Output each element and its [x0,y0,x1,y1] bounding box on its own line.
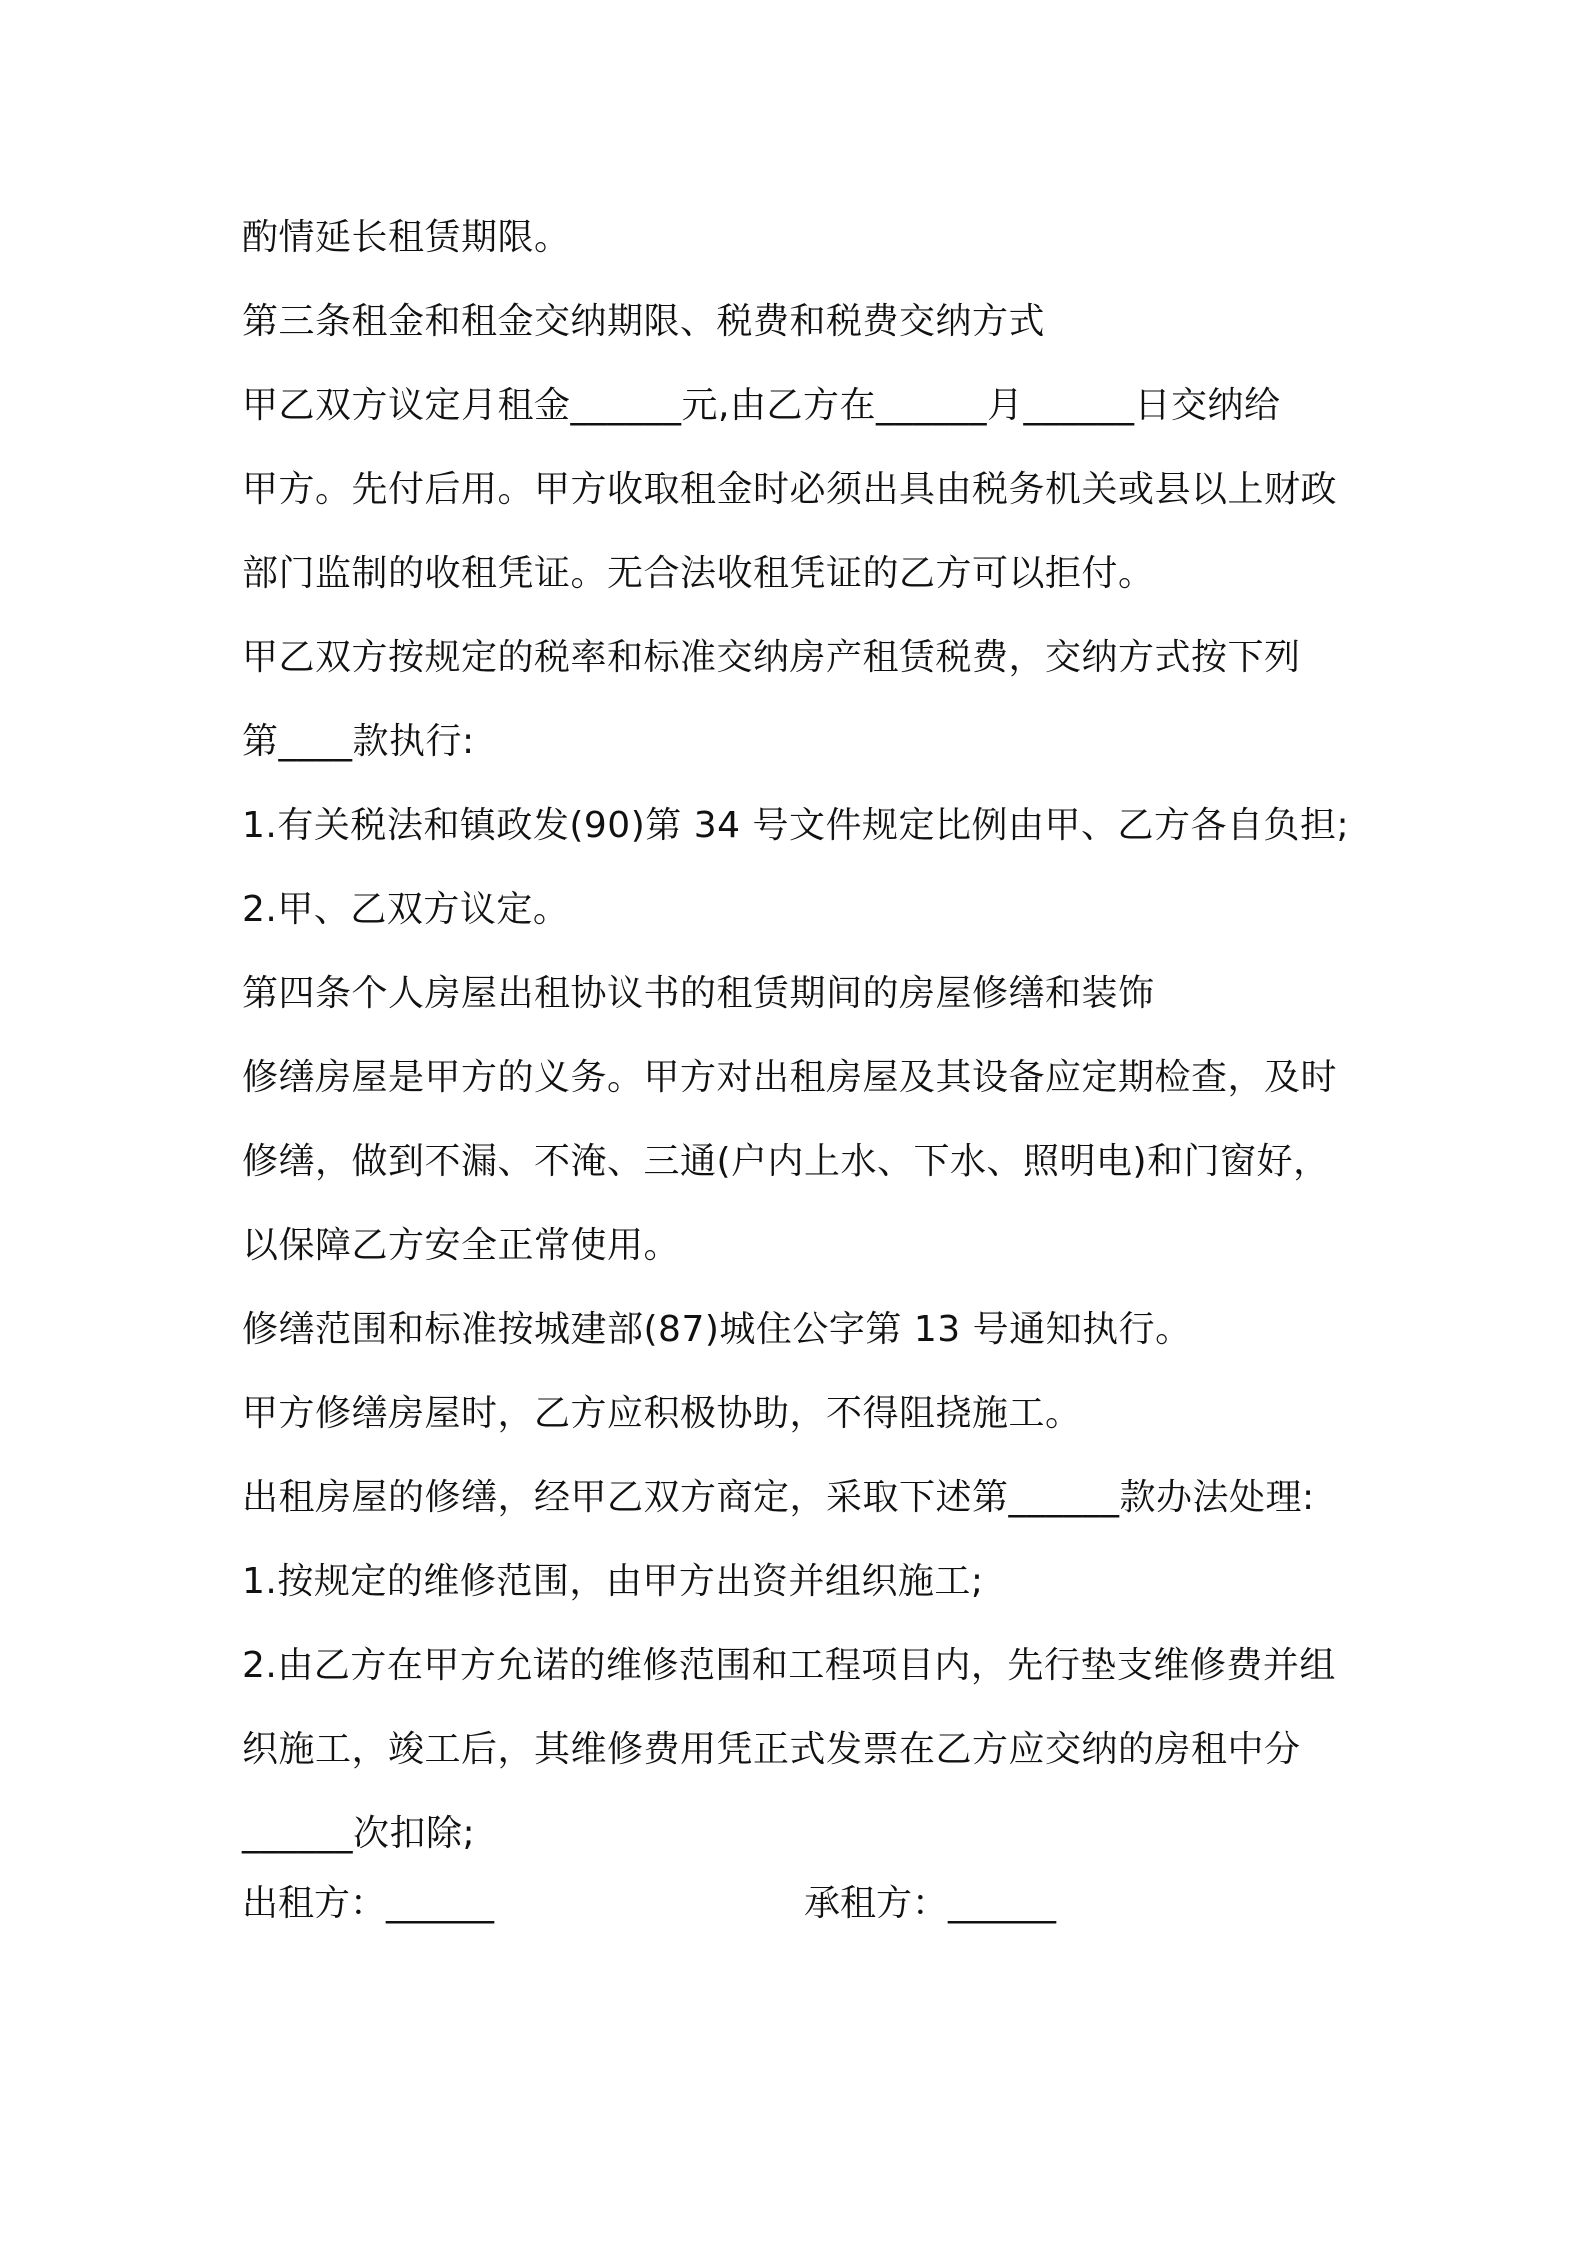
list-item: 1.有关税法和镇政发(90)第 34 号文件规定比例由甲、乙方各自负担; [242,805,1350,846]
text-line: 修缮范围和标准按城建部(87)城住公字第 13 号通知执行。 [242,1309,1192,1350]
text-line: 修缮，做到不漏、不淹、三通(户内上水、下水、照明电)和门窗好， [242,1141,1330,1182]
section-heading: 第三条租金和租金交纳期限、税费和税费交纳方式 [242,301,1046,342]
text-line: 甲乙双方按规定的税率和标准交纳房产租赁税费，交纳方式按下列 [242,637,1301,678]
document-body [242,196,1362,1876]
list-item: 2.由乙方在甲方允诺的维修范围和工程项目内，先行垫支维修费并组 [242,1645,1336,1686]
lessee-signature: 承租方：______ [804,1883,1057,1924]
text-line: 酌情延长租赁期限。 [242,217,571,258]
text-line: 修缮房屋是甲方的义务。甲方对出租房屋及其设备应定期检查，及时 [242,1057,1338,1098]
list-item: 2.甲、乙双方议定。 [242,889,570,930]
text-line: 出租房屋的修缮，经甲乙双方商定，采取下述第______款办法处理: [242,1477,1315,1518]
text-line: 甲方修缮房屋时，乙方应积极协助，不得阻挠施工。 [242,1393,1082,1434]
signature-row [242,1862,1362,1946]
text-line: 甲方。先付后用。甲方收取租金时必须出具由税务机关或县以上财政 [242,469,1338,510]
list-item: 1.按规定的维修范围，由甲方出资并组织施工; [242,1561,984,1602]
text-line: 部门监制的收租凭证。无合法收租凭证的乙方可以拒付。 [242,553,1155,594]
text-line: ______次扣除; [242,1813,476,1854]
text-line: 织施工，竣工后，其维修费用凭正式发票在乙方应交纳的房租中分 [242,1729,1301,1770]
text-line: 第____款执行: [242,721,475,762]
text-line: 以保障乙方安全正常使用。 [242,1225,681,1266]
text-line: 甲乙双方议定月租金______元,由乙方在______月______日交纳给 [242,385,1281,426]
lessor-signature: 出租方：______ [242,1883,495,1924]
section-heading: 第四条个人房屋出租协议书的租赁期间的房屋修缮和装饰 [242,973,1155,1014]
